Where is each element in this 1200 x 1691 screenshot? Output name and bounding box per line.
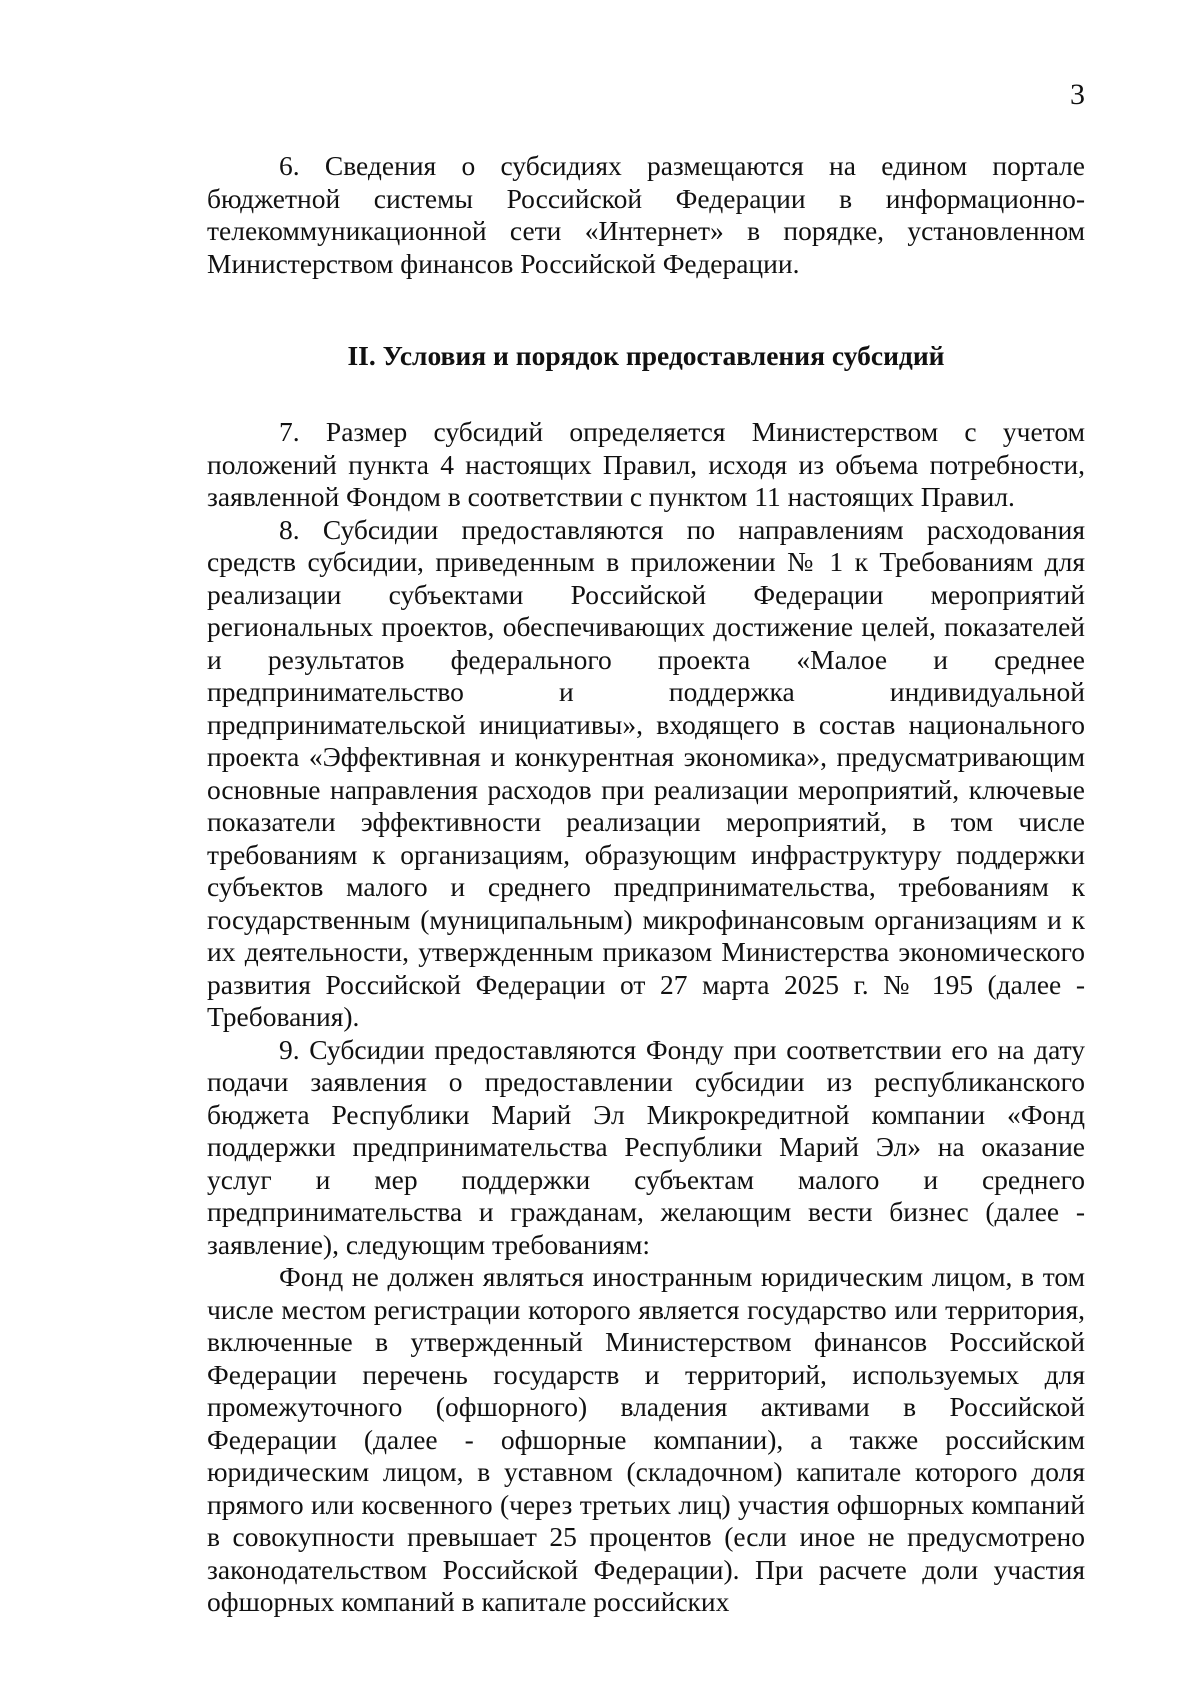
paragraph-9: 9. Субсидии предоставляются Фонду при соответствии его на дату подачи заявления о предоставлении субсидии из республиканского бюджета Республики Марий Эл Микрокредитной компании «Фонд поддержки предпринимательства Республики Марий Эл» на оказание услуг и мер поддержки субъектам малого и среднего предпринимательства и гражданам, желающим вести бизнес (далее - заявление), следующим требованиям: [207,1033,1085,1260]
paragraph-8: 8. Субсидии предоставляются по направлениям расходования средств субсидии, приведенным в приложении № 1 к Требованиям для реализации субъектами Российской Федерации мероприятий региональных проектов, обеспечивающих достижение целей, показателей и результатов федерального проекта «Малое и среднее предпринимательство и поддержка индивидуальной предпринимательской инициативы», входящего в состав национального проекта «Эффективная и конкурентная экономика», предусматривающим основные направления расходов при реализации мероприятий, ключевые показатели эффективности реализации мероприятий, в том числе требованиям к организациям, образующим инфраструктуру поддержки субъектов малого и среднего предпринимательства, требованиям к государственным (муниципальным) микрофинансовым организациям и к их деятельности, утвержденным приказом Министерства экономического развития Российской Федерации от 27 марта 2025 г. № 195 (далее - Требования). [207,513,1085,1032]
paragraph-fund-requirements: Фонд не должен являться иностранным юридическим лицом, в том числе местом регистрации которого является государство или территория, включенные в утвержденный Министерством финансов Российской Федерации перечень государств и территорий, используемых для промежуточного (офшорного) владения активами в Российской Федерации (далее - офшорные компании), а также российским юридическим лицом, в уставном (складочном) капитале которого доля прямого или косвенного (через третьих лиц) участия офшорных компаний в совокупности превышает 25 процентов (если иное не предусмотрено законодательством Российской Федерации). При расчете доли участия офшорных компаний в капитале российских [207,1261,1085,1617]
paragraph-7: 7. Размер субсидий определяется Министерством с учетом положений пункта 4 настоящих Правил, исходя из объема потребности, заявленной Фондом в соответствии с пунктом 11 настоящих Правил. [207,416,1085,512]
document-body [207,150,1085,1619]
page-number: 3 [1070,78,1085,111]
paragraph-6: 6. Сведения о субсидиях размещаются на едином портале бюджетной системы Российской Федерации в информационно-телекоммуникационной сети «Интернет» в порядке, установленном Министерством финансов Российской Федерации. [207,150,1085,279]
section-heading: II. Условия и порядок предоставления субсидий [347,340,945,371]
